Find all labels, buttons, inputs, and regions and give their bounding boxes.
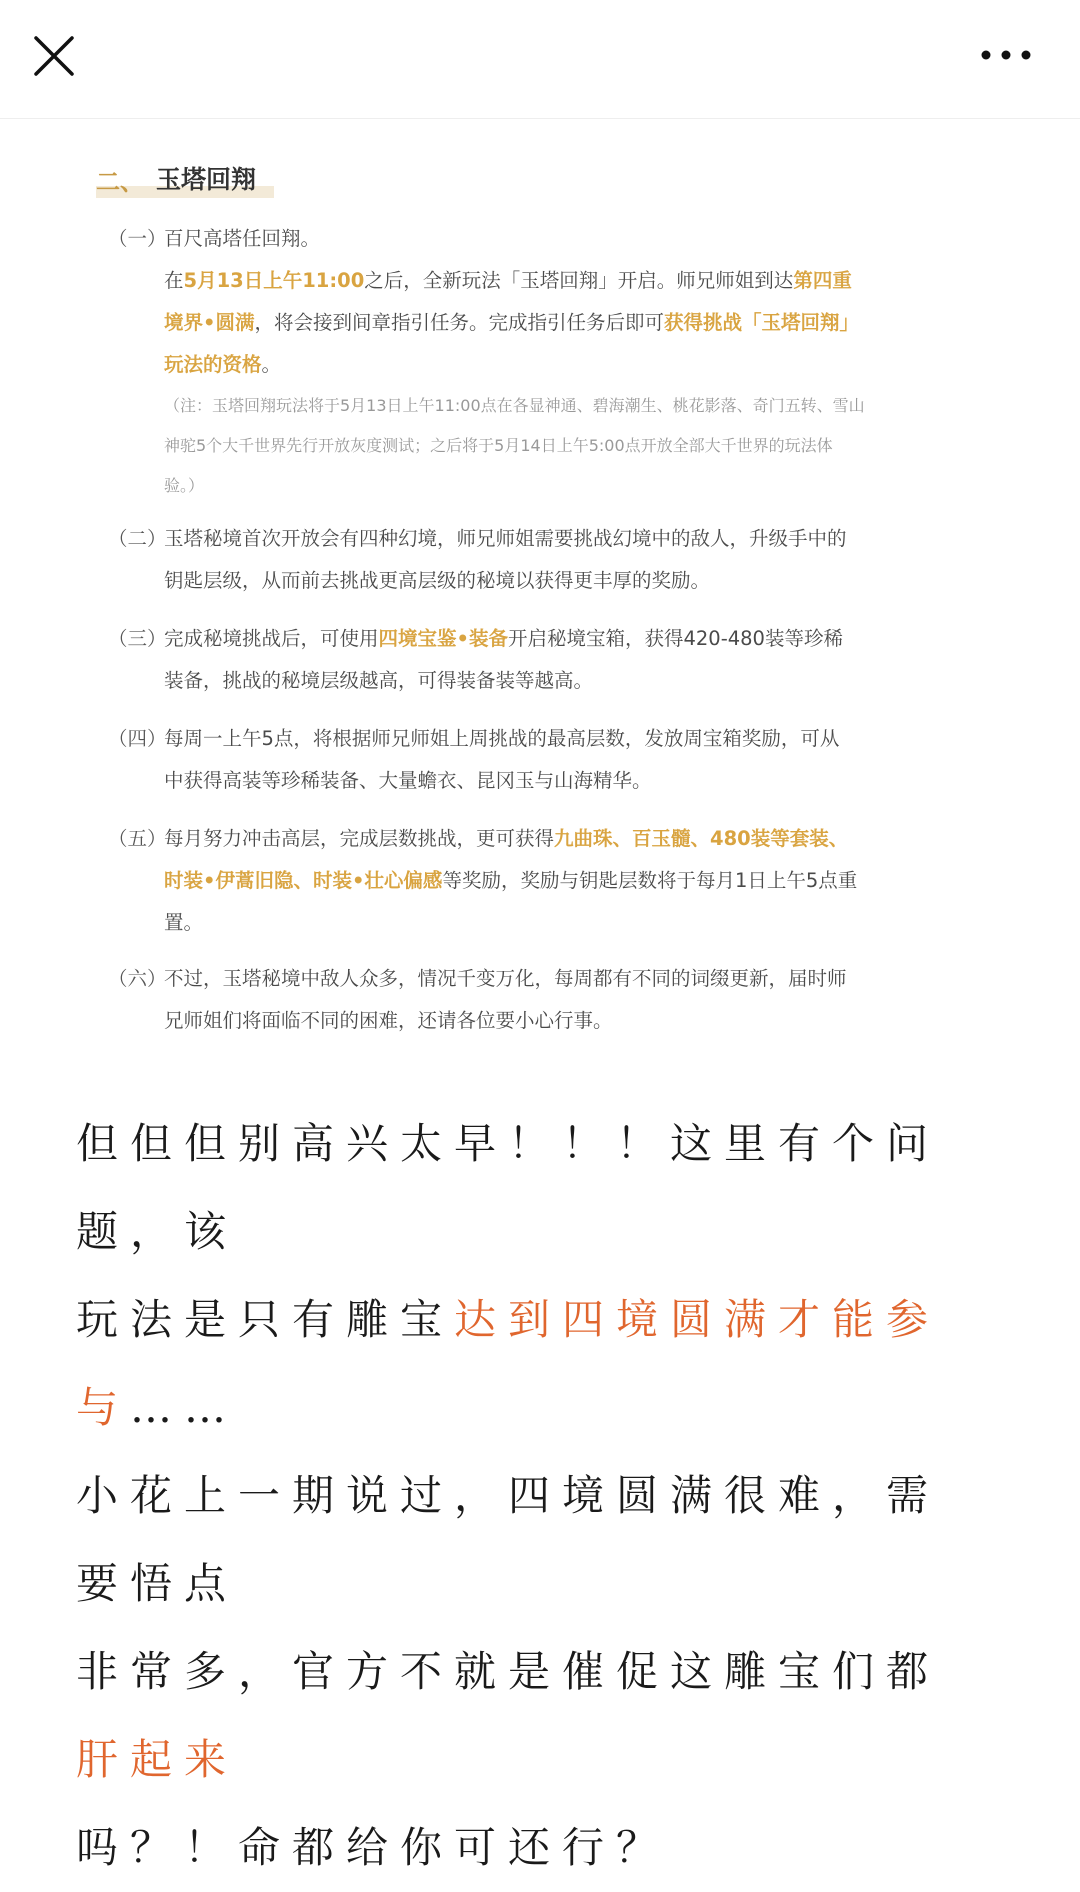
rule-line: [164, 344, 972, 386]
highlighted-text: 第四重: [793, 269, 852, 292]
commentary-segment: 但但但别高兴太早！！！这里有个问题，该: [76, 1119, 941, 1256]
rule-line: [164, 818, 972, 860]
rule-text: 。: [261, 353, 282, 376]
rule-line: [164, 902, 972, 944]
rule-line: [164, 958, 972, 1000]
commentary-segment: 小花上一期说过，四境圆满很难，需要悟点: [76, 1471, 941, 1608]
highlighted-text: 玩法的资格: [164, 353, 262, 376]
rule-line: [164, 718, 972, 760]
section-title: 玉塔回翔: [156, 165, 257, 194]
highlighted-text: 境界•圆满: [164, 311, 255, 334]
highlighted-text: 九曲珠、百玉髓、480装等套装、: [554, 827, 849, 850]
rule-item-label: （三）: [108, 627, 167, 650]
rule-line: [164, 618, 972, 660]
rule-line: [164, 260, 972, 302]
commentary-segment: 吗？！命都给你可还行？: [76, 1823, 671, 1872]
commentary-segment: 玩法是只有雕宝: [76, 1295, 455, 1344]
rule-text: ，将会接到间章指引任务。完成指引任务后即可: [254, 311, 664, 334]
rule-text: 开启秘境宝箱，获得420-480装等珍稀: [507, 627, 843, 650]
rule-text: 每月努力冲击高层，完成层数挑战，更可获得: [164, 827, 555, 850]
commentary-emphasis: 肝起来: [76, 1735, 239, 1784]
commentary-line: [76, 1452, 976, 1628]
top-bar: [0, 0, 1080, 119]
rule-line: [164, 660, 972, 702]
rule-line: [164, 518, 972, 560]
rule-text: 不过，玉塔秘境中敌人众多，情况千变万化，每周都有不同的词缀更新，届时师: [164, 967, 847, 990]
more-icon[interactable]: [976, 38, 1036, 72]
rule-line: [164, 1000, 972, 1042]
highlighted-text: 获得挑战「玉塔回翔」: [663, 311, 859, 334]
rule-text: 玉塔秘境首次开放会有四种幻境，师兄师姐需要挑战幻境中的敌人，升级手中的: [164, 527, 847, 550]
commentary-line: [76, 1276, 976, 1452]
highlighted-text: 5月13日上午11:00: [183, 269, 365, 292]
rule-line: [164, 560, 972, 602]
rule-text: 之后，全新玩法「玉塔回翔」开启。师兄师姐到达: [364, 269, 794, 292]
rule-note: 验。）: [164, 476, 205, 495]
rule-text: 兄师姐们将面临不同的困难，还请各位要小心行事。: [164, 1009, 613, 1032]
rule-item-label: （一）: [108, 227, 167, 250]
rule-line: [164, 860, 972, 902]
rule-item-label: （六）: [108, 967, 167, 990]
rule-text: 百尺高塔任回翔。: [164, 227, 321, 250]
commentary-segment: ……: [130, 1383, 239, 1432]
rule-text: 在: [164, 269, 184, 292]
rule-text: 完成秘境挑战后，可使用: [164, 627, 379, 650]
rule-text: 钥匙层级，从而前去挑战更高层级的秘境以获得更丰厚的奖励。: [164, 569, 711, 592]
section-heading: [96, 146, 276, 200]
rule-line: [164, 760, 972, 802]
commentary-line: [76, 1804, 976, 1892]
rule-text: 置。: [164, 911, 204, 934]
rule-text: 中获得高装等珍稀装备、大量蟾衣、昆冈玉与山海精华。: [164, 769, 652, 792]
rule-item-label: （四）: [108, 727, 167, 750]
highlighted-text: 时装•伊蒿旧隐、时装•壮心偏感: [164, 869, 443, 892]
rule-note: （注：玉塔回翔玩法将于5月13日上午11:00点在各显神通、碧海潮生、桃花影落、奇门五转、雪山: [164, 396, 865, 415]
commentary-line: [76, 1100, 976, 1276]
rule-note: 神驼5个大千世界先行开放灰度测试；之后将于5月14日上午5:00点开放全部大千世界的玩法体: [164, 436, 833, 455]
commentary-line: [76, 1628, 976, 1804]
highlighted-text: 四境宝鉴•装备: [378, 627, 508, 650]
rule-text: 每周一上午5点，将根据师兄师姐上周挑战的最高层数，发放周宝箱奖励，可从: [164, 727, 840, 750]
section-number: 二、: [96, 168, 144, 196]
rule-item-label: （二）: [108, 527, 167, 550]
rule-line: [164, 218, 972, 260]
commentary-emphasis: 达到四境圆满才能参与: [76, 1295, 941, 1432]
commentary-segment: 非常多，官方不就是催促这雕宝们都: [76, 1647, 941, 1696]
rule-text: 装备，挑战的秘境层级越高，可得装备装等越高。: [164, 669, 594, 692]
close-icon[interactable]: [28, 30, 80, 82]
rule-text: 等奖励，奖励与钥匙层数将于每月1日上午5点重: [442, 869, 858, 892]
rule-line: [164, 302, 972, 344]
rule-item-label: （五）: [108, 827, 167, 850]
commentary-text: [76, 1100, 976, 1892]
